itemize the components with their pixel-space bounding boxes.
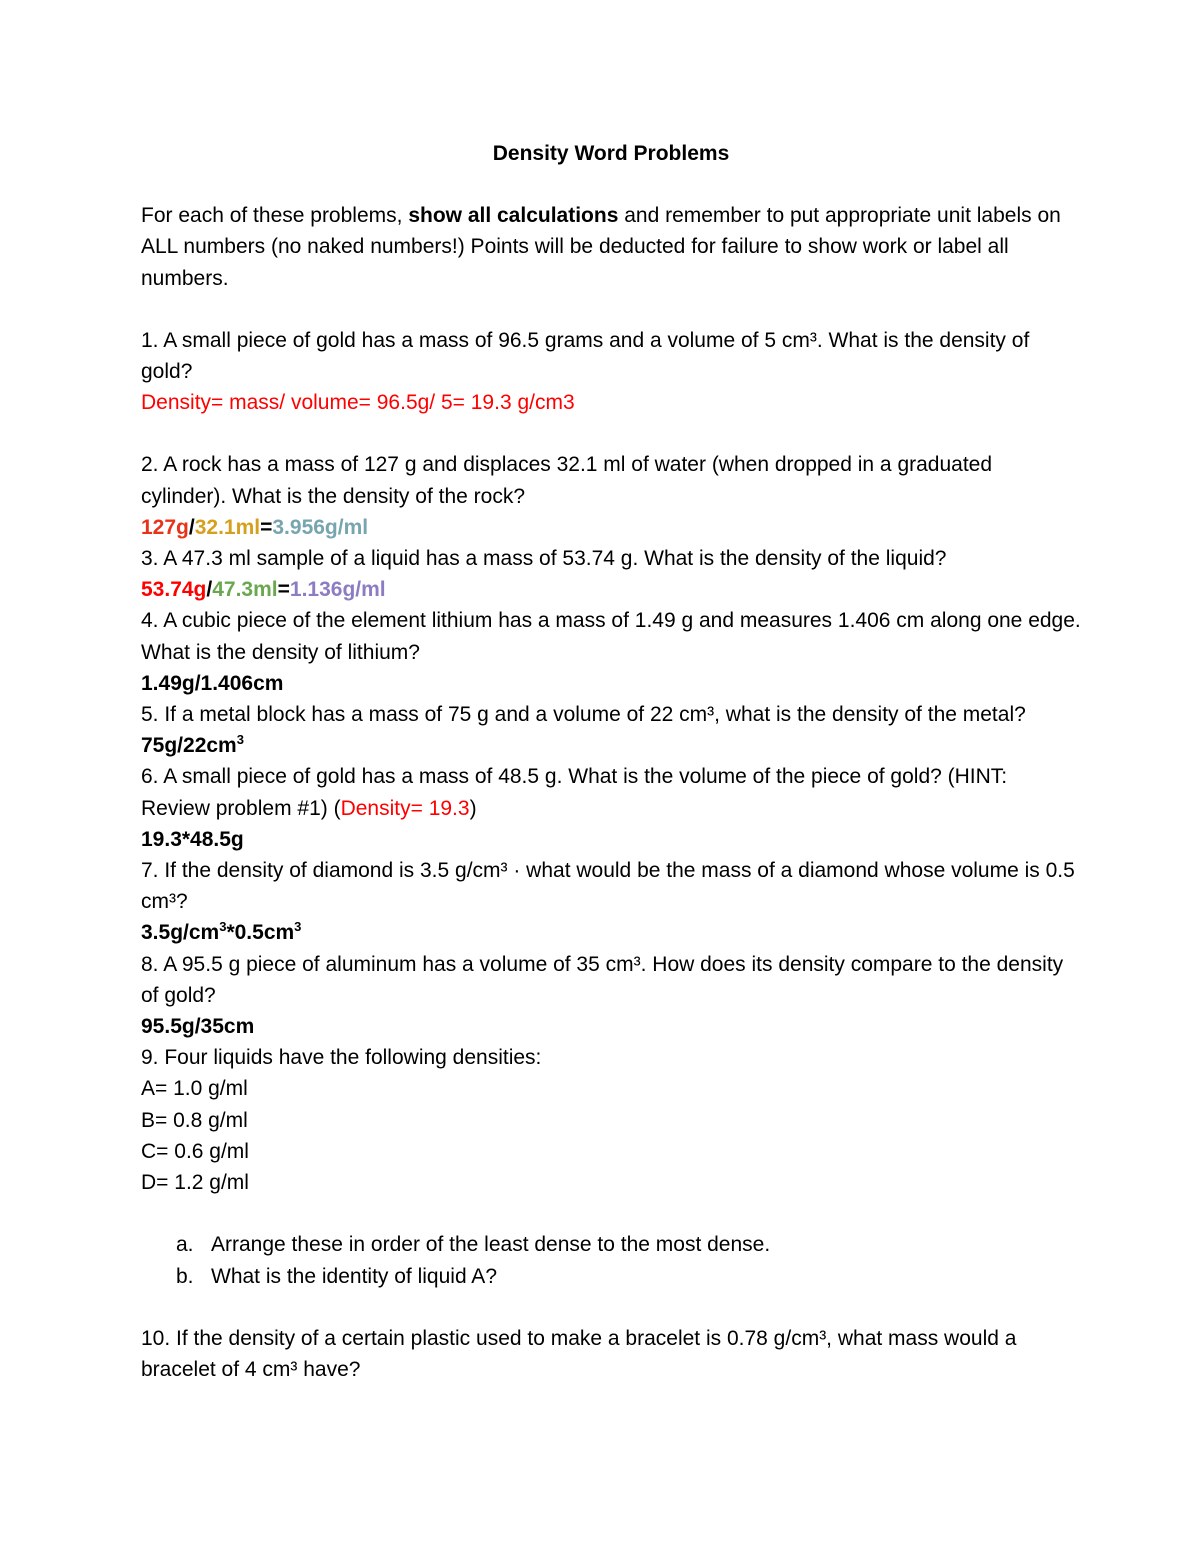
answer-4: 1.49g/1.406cm bbox=[141, 671, 284, 695]
answer-2 bbox=[141, 512, 1081, 543]
question-5: 5. If a metal block has a mass of 75 g and a volume of 22 cm³, what is the density of the metal? bbox=[141, 703, 1026, 727]
question-2: 2. A rock has a mass of 127 g and displaces 32.1 ml of water (when dropped in a graduated cylinder). What is the density of the rock? bbox=[141, 453, 993, 508]
question-6-close: ) bbox=[469, 796, 477, 820]
intro-text: For each of these problems, bbox=[141, 204, 409, 228]
answer-7-part1: 3.5g/cm bbox=[141, 921, 220, 945]
question-6 bbox=[141, 761, 1081, 823]
intro-text-end: and remember to put appropriate unit labels on ALL numbers (no naked numbers!) Points will be deducted for failure to show work or label all numbers. bbox=[141, 204, 1061, 290]
liquid-c: C= 0.6 g/ml bbox=[141, 1139, 249, 1163]
answer-5-superscript: 3 bbox=[236, 732, 244, 748]
answer-6: 19.3*48.5g bbox=[141, 827, 244, 851]
question-8: 8. A 95.5 g piece of aluminum has a volume of 35 cm³. How does its density compare to the density of gold? bbox=[141, 952, 1064, 1007]
answer-7-sup2: 3 bbox=[294, 919, 302, 935]
list-item-text: What is the identity of liquid A? bbox=[211, 1264, 497, 1288]
question-6-hint: Density= 19.3 bbox=[340, 796, 470, 820]
list-marker: a. bbox=[176, 1233, 194, 1257]
answer-3-equals: = bbox=[277, 578, 290, 602]
document-page bbox=[141, 138, 1081, 1385]
liquid-b: B= 0.8 g/ml bbox=[141, 1108, 248, 1132]
answer-1: Density= mass/ volume= 96.5g/ 5= 19.3 g/cm3 bbox=[141, 391, 575, 415]
page-title: Density Word Problems bbox=[492, 142, 730, 165]
list-item bbox=[176, 1229, 1081, 1260]
question-9: 9. Four liquids have the following densities: bbox=[141, 1046, 542, 1070]
answer-3 bbox=[141, 574, 1081, 605]
liquid-a: A= 1.0 g/ml bbox=[141, 1077, 248, 1101]
answer-5 bbox=[141, 730, 1081, 761]
answer-3-mass: 53.74g bbox=[141, 578, 207, 602]
question-9-parts bbox=[141, 1229, 1081, 1291]
question-4: 4. A cubic piece of the element lithium has a mass of 1.49 g and measures 1.406 cm along one edge. What is the density of lithium? bbox=[141, 609, 1081, 664]
question-7: 7. If the density of diamond is 3.5 g/cm³ · what would be the mass of a diamond whose volume is 0.5 cm³? bbox=[141, 859, 1075, 914]
answer-7 bbox=[141, 917, 1081, 948]
answer-2-result: 3.956g/ml bbox=[272, 515, 369, 539]
answer-3-volume: 47.3ml bbox=[212, 578, 278, 602]
question-6-text: 6. A small piece of gold has a mass of 48.5 g. What is the volume of the piece of gold? (HINT: Review problem #1) ( bbox=[141, 765, 1008, 820]
list-item-text: Arrange these in order of the least dense to the most dense. bbox=[211, 1233, 771, 1257]
answer-2-slash: / bbox=[188, 515, 195, 539]
answer-2-mass: 127g bbox=[141, 515, 189, 539]
answer-7-sup1: 3 bbox=[219, 919, 227, 935]
liquid-d: D= 1.2 g/ml bbox=[141, 1171, 249, 1195]
instructions bbox=[141, 200, 1081, 294]
answer-3-result: 1.136g/ml bbox=[289, 578, 386, 602]
list-item bbox=[176, 1261, 1081, 1292]
answer-2-equals: = bbox=[260, 515, 273, 539]
question-10: 10. If the density of a certain plastic used to make a bracelet is 0.78 g/cm³, what mass would a bracelet of 4 cm³ have? bbox=[141, 1326, 1017, 1381]
answer-8: 95.5g/35cm bbox=[141, 1015, 255, 1039]
answer-2-volume: 32.1ml bbox=[194, 515, 261, 539]
list-marker: b. bbox=[176, 1264, 194, 1288]
question-3: 3. A 47.3 ml sample of a liquid has a mass of 53.74 g. What is the density of the liquid? bbox=[141, 547, 947, 571]
answer-3-slash: / bbox=[206, 578, 213, 602]
intro-emphasis: show all calculations bbox=[408, 204, 619, 228]
answer-5-text: 75g/22cm bbox=[141, 734, 237, 758]
question-1: 1. A small piece of gold has a mass of 96.5 grams and a volume of 5 cm³. What is the density of gold? bbox=[141, 328, 1030, 384]
answer-7-part2: *0.5cm bbox=[226, 921, 295, 945]
